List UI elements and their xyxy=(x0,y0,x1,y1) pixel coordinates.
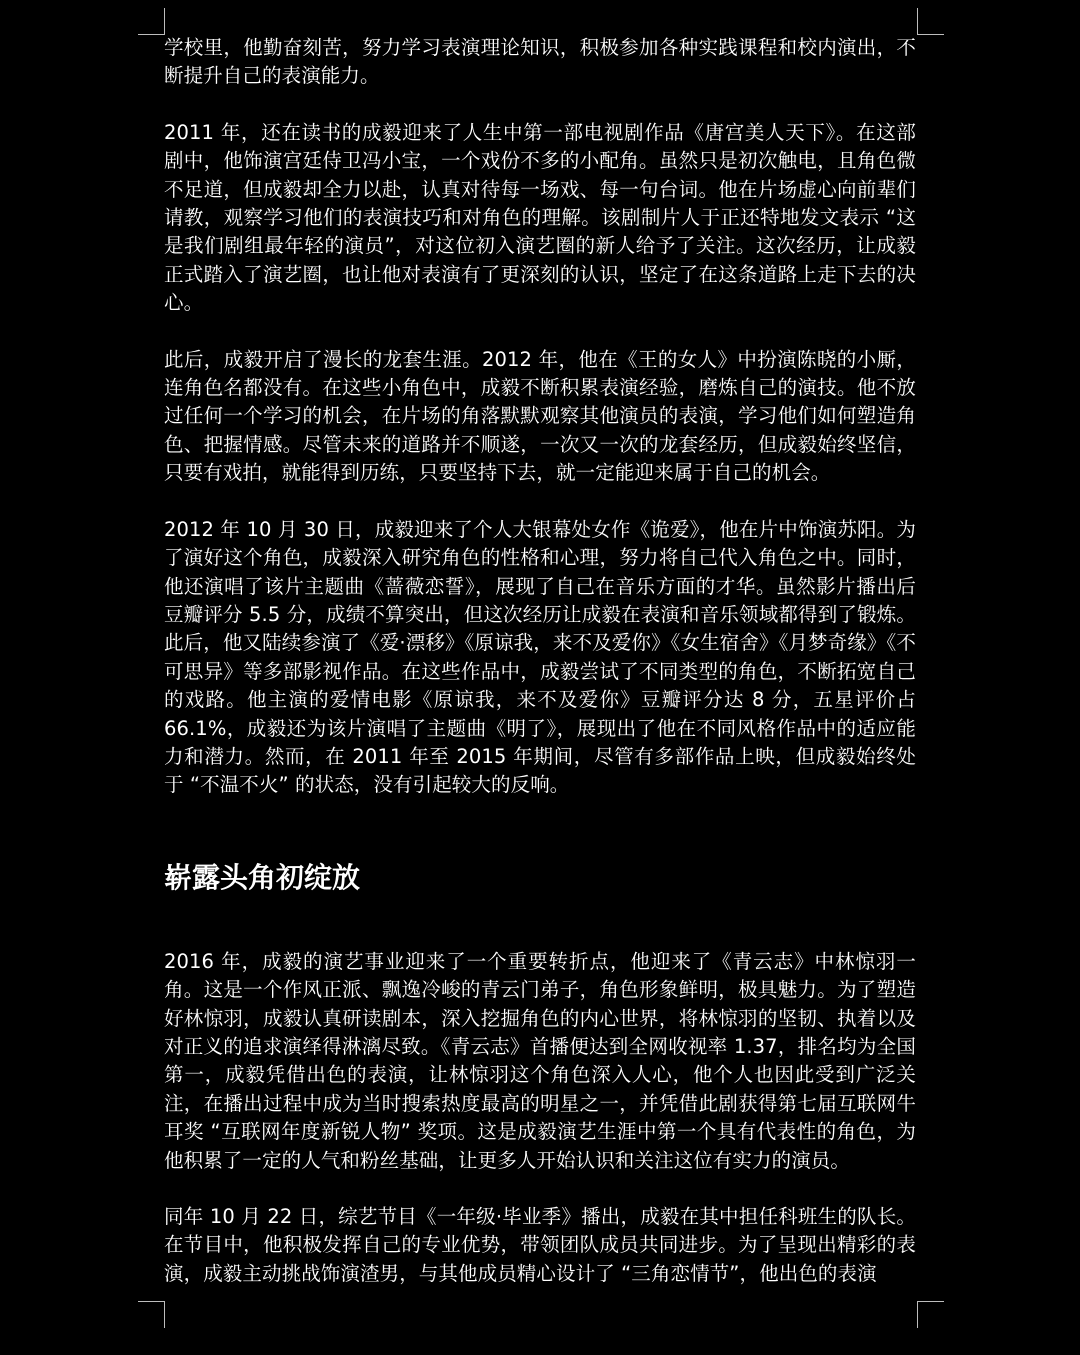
crop-mark-bottom-right xyxy=(917,1301,944,1328)
document-body xyxy=(164,34,916,1288)
crop-mark-top-right xyxy=(917,8,944,35)
section-heading: 崭露头角初绽放 xyxy=(164,860,361,894)
paragraph: 2012 年 10 月 30 日，成毅迎来了个人大银幕处女作《诡爱》，他在片中饰演苏阳。为了演好这个角色，成毅深入研究角色的性格和心理，努力将自己代入角色之中。同时，他还演唱了该片主题曲《蔷薇恋誓》，展现了自己在音乐方面的才华。虽然影片播出后豆瓣评分 5.5 分，成绩不算突出，但这次经历让成毅在表演和音乐领域都得到了锻炼。此后，他又陆续参演了《爱·漂移》《原谅我，来不及爱你》《女生宿舍》《月梦奇缘》《不可思异》等多部影视作品。在这些作品中，成毅尝试了不同类型的角色，不断拓宽自己的戏路。他主演的爱情电影《原谅我，来不及爱你》豆瓣评分达 8 分，五星评价占 66.1%，成毅还为该片演唱了主题曲《明了》，展现出了他在不同风格作品中的适应能力和潜力。然而，在 2011 年至 2015 年期间，尽管有多部作品上映，但成毅始终处于 “不温不火” 的状态，没有引起较大的反响。 xyxy=(164,517,916,797)
paragraph: 2016 年，成毅的演艺事业迎来了一个重要转折点，他迎来了《青云志》中林惊羽一角。这是一个作风正派、飘逸冷峻的青云门弟子，角色形象鲜明，极具魅力。为了塑造好林惊羽，成毅认真研读剧本，深入挖掘角色的内心世界，将林惊羽的坚韧、执着以及对正义的追求演绎得淋漓尽致。《青云志》首播便达到全网收视率 1.37，排名均为全国第一，成毅凭借出色的表演，让林惊羽这个角色深入人心，他个人也因此受到广泛关注，在播出过程中成为当时搜索热度最高的明星之一，并凭借此剧获得第七届互联网牛耳奖 “互联网年度新锐人物” 奖项。这是成毅演艺生涯中第一个具有代表性的角色，为他积累了一定的人气和粉丝基础，让更多人开始认识和关注这位有实力的演员。 xyxy=(164,949,916,1172)
paragraph: 此后，成毅开启了漫长的龙套生涯。2012 年，他在《王的女人》中扮演陈晓的小厮，连角色名都没有。在这些小角色中，成毅不断积累表演经验，磨炼自己的演技。他不放过任何一个学习的机会，在片场的角落默默观察其他演员的表演，学习他们如何塑造角色、把握情感。尽管未来的道路并不顺遂，一次又一次的龙套经历，但成毅始终坚信，只要有戏拍，就能得到历练，只要坚持下去，就一定能迎来属于自己的机会。 xyxy=(164,347,916,485)
paragraph: 学校里，他勤奋刻苦，努力学习表演理论知识，积极参加各种实践课程和校内演出，不断提升自己的表演能力。 xyxy=(164,36,916,88)
paragraph: 2011 年，还在读书的成毅迎来了人生中第一部电视剧作品《唐宫美人天下》。在这部剧中，他饰演宫廷侍卫冯小宝，一个戏份不多的小配角。虽然只是初次触电，且角色微不足道，但成毅却全力以赴，认真对待每一场戏、每一句台词。他在片场虚心向前辈们请教，观察学习他们的表演技巧和对角色的理解。该剧制片人于正还特地发文表示 “这是我们剧组最年轻的演员”，对这位初入演艺圈的新人给予了关注。这次经历，让成毅正式踏入了演艺圈，也让他对表演有了更深刻的认识，坚定了在这条道路上走下去的决心。 xyxy=(164,120,916,315)
paragraph: 同年 10 月 22 日，综艺节目《一年级·毕业季》播出，成毅在其中担任科班生的队长。在节目中，他积极发挥自己的专业优势，带领团队成员共同进步。为了呈现出精彩的表演，成毅主动挑战饰演渣男，与其他成员精心设计了 “三角恋情节”，他出色的表演 xyxy=(164,1205,916,1285)
crop-mark-top-left xyxy=(138,8,165,35)
crop-mark-bottom-left xyxy=(138,1301,165,1328)
